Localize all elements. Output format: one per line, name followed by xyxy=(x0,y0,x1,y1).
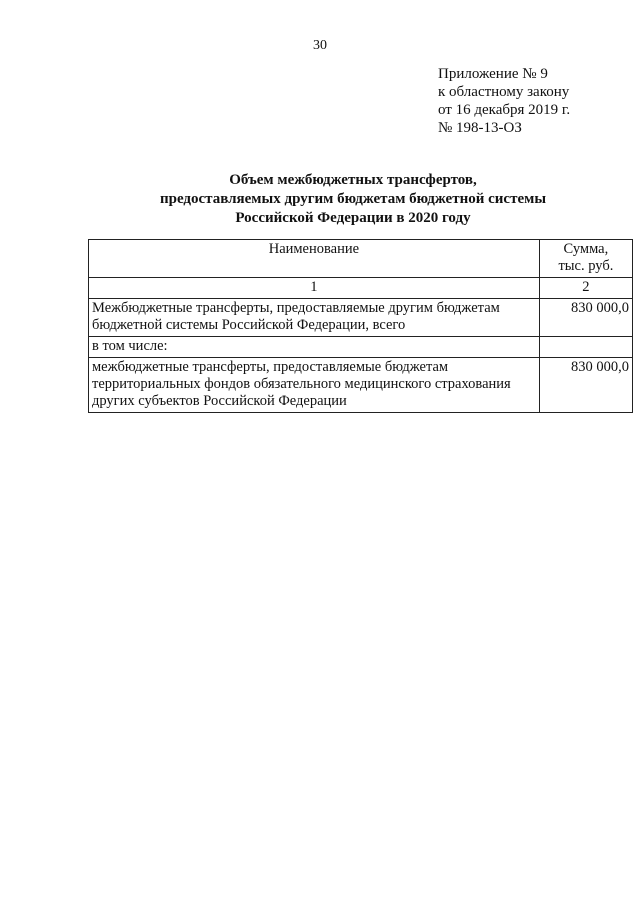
header-name: Наименование xyxy=(89,240,540,278)
row-sum: 830 000,0 xyxy=(539,299,632,337)
appendix-block xyxy=(438,65,570,137)
row-name: Межбюджетные трансферты, предоставляемые другим бюджетам бюджетной системы Российской Федерации, всего xyxy=(89,299,540,337)
title-line: предоставляемых другим бюджетам бюджетной системы xyxy=(159,191,547,207)
table-row xyxy=(89,358,633,413)
appendix-line: к областному закону xyxy=(438,84,570,100)
column-number: 1 xyxy=(89,278,540,299)
appendix-line: № 198-13-ОЗ xyxy=(438,120,522,136)
transfers-table xyxy=(88,239,633,413)
row-name: в том числе: xyxy=(89,337,540,358)
row-name: межбюджетные трансферты, предоставляемые бюджетам территориальных фондов обязательного медицинского страхования других субъектов Российской Федерации xyxy=(89,358,540,413)
document-title xyxy=(0,171,640,228)
header-sum xyxy=(539,240,632,278)
header-sum-line: Сумма, xyxy=(563,241,609,257)
column-number: 2 xyxy=(539,278,632,299)
row-sum xyxy=(539,337,632,358)
appendix-line: Приложение № 9 xyxy=(438,66,548,82)
column-number-row xyxy=(89,278,633,299)
header-sum-line: тыс. руб. xyxy=(558,258,614,274)
row-sum: 830 000,0 xyxy=(539,358,632,413)
page-number: 30 xyxy=(313,38,327,53)
title-line: Российской Федерации в 2020 году xyxy=(235,210,471,226)
table-row xyxy=(89,337,633,358)
table-row xyxy=(89,299,633,337)
title-line: Объем межбюджетных трансфертов, xyxy=(229,172,477,188)
appendix-line: от 16 декабря 2019 г. xyxy=(438,102,571,118)
table-header-row xyxy=(89,240,633,278)
